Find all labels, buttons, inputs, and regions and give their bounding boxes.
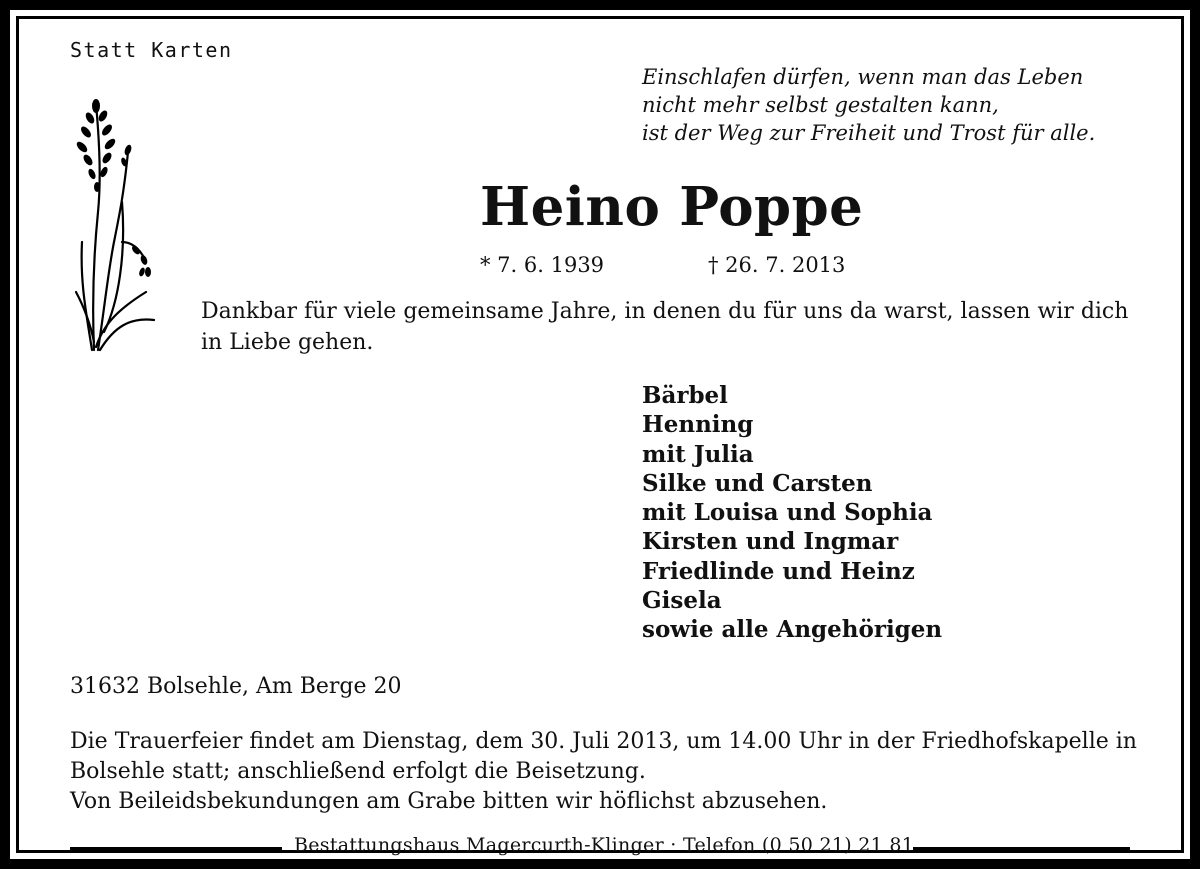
mourner-name: Kirsten und Ingmar — [642, 528, 899, 556]
motto-line: nicht mehr selbst gestalten kann, — [642, 93, 999, 117]
farewell-text: Dankbar für viele gemeinsame Jahre, in denen du für uns da warst, lassen wir dich in Liebe gehen. — [201, 299, 1129, 355]
mourner-name: mit Louisa und Sophia — [642, 499, 933, 527]
grass-plant-icon — [64, 92, 162, 354]
address: 31632 Bolsehle, Am Berge 20 — [70, 674, 402, 699]
mourner-name: Gisela — [642, 587, 722, 615]
mourners-list — [642, 381, 942, 645]
footer-bar — [70, 832, 1130, 858]
footer-rule-right — [913, 847, 1130, 850]
motto-line: ist der Weg zur Freiheit und Trost für alle. — [642, 121, 1096, 145]
funeral-home-info: Bestattungshaus Magercurth-Klinger · Telefon (0 50 21) 21 81 — [294, 834, 915, 856]
mourner-name: Silke und Carsten — [642, 469, 873, 497]
birth-date: * 7. 6. 1939 — [480, 253, 605, 277]
service-info: Die Trauerfeier findet am Dienstag, dem 30. Juli 2013, um 14.00 Uhr in der Friedhofskapelle in Bolsehle statt; anschließend erfolgt die Beisetzung. — [70, 729, 1137, 784]
mourner-name: Bärbel — [642, 382, 728, 409]
mourner-name: mit Julia — [642, 440, 754, 468]
motto-line: Einschlafen dürfen, wenn man das Leben — [642, 65, 1084, 89]
condolence-note: Von Beileidsbekundungen am Grabe bitten wir höflichst abzusehen. — [70, 789, 828, 814]
motto-quote — [642, 63, 1095, 147]
mourner-name: Henning — [642, 411, 754, 439]
mourner-name: Friedlinde und Heinz — [642, 557, 915, 585]
death-date: † 26. 7. 2013 — [708, 253, 846, 277]
footer-rule-left — [70, 847, 282, 850]
statt-karten-label: Statt Karten — [70, 38, 233, 62]
deceased-name: Heino Poppe — [480, 176, 864, 238]
mourner-name: sowie alle Angehörigen — [642, 616, 943, 644]
